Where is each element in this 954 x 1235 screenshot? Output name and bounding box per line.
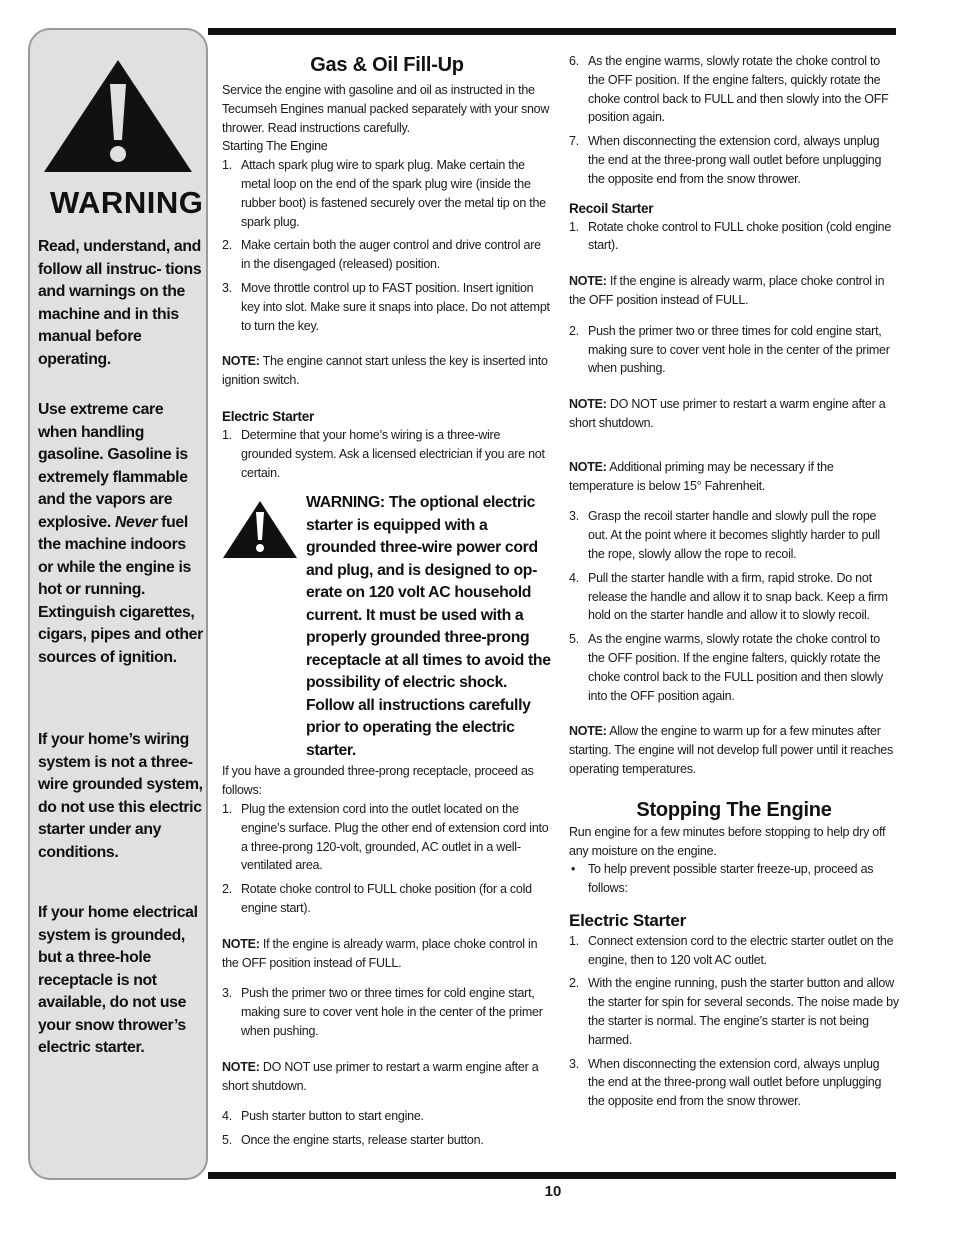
starting-steps-list: [222, 156, 552, 335]
step-text: As the engine warms, slowly rotate the choke control to the OFF position. If the engine falters, quickly rotate the choke control back to the FULL position and then slowly into the OFF position again.: [588, 632, 883, 703]
step-text: Connect extension cord to the electric starter outlet on the engine, then to 120 volt AC outlet.: [588, 933, 894, 967]
middle-column: [222, 52, 552, 1155]
list-item: [569, 569, 899, 625]
list-item: [569, 218, 899, 256]
note-primer: [222, 1058, 552, 1096]
note-text: If the engine is already warm, place choke control in the OFF position instead of FULL.: [222, 936, 538, 970]
list-item: [222, 236, 552, 274]
step-number: 3.: [569, 509, 579, 524]
list-item: [222, 984, 552, 1040]
note-text: If the engine is already warm, place choke control in the OFF position instead of FULL.: [569, 274, 885, 307]
primer-steps-list: [569, 322, 899, 378]
note-label: NOTE:: [222, 354, 260, 369]
note-temperature: [569, 458, 899, 496]
top-rule: [208, 28, 896, 35]
note-label: NOTE:: [569, 397, 607, 412]
step-number: 1.: [222, 158, 232, 173]
note-warm-up: [569, 722, 899, 778]
step-number: 3.: [569, 1056, 579, 1071]
note-key: [222, 352, 552, 390]
stopping-intro: Run engine for a few minutes before stopping to help dry off any moisture on the engine.: [569, 824, 886, 858]
warning-read-instructions: Read, understand, and follow all instruc- tions and warnings on the machine and in this manual before operating.: [38, 238, 202, 368]
step-text: Plug the extension cord into the outlet located on the engine’s surface. Plug the other end of extension cord into a three-prong 120-volt, grounded, AC outlet in a well-ventilated area.: [241, 801, 549, 873]
list-item: [222, 279, 552, 335]
note-primer: [569, 395, 899, 433]
list-item: [222, 1107, 552, 1126]
step-text: Once the engine starts, release starter button.: [241, 1133, 484, 1148]
note-label: NOTE:: [222, 936, 260, 951]
starting-engine-subheading: Starting The Engine: [222, 139, 328, 154]
step-number: 4.: [569, 570, 579, 585]
electric-steps-list: [222, 426, 552, 482]
recoil-starter-heading: Recoil Starter: [569, 200, 654, 216]
gas-oil-heading: Gas & Oil Fill-Up: [310, 54, 464, 76]
note-label: NOTE:: [569, 274, 607, 289]
note-label: NOTE:: [569, 459, 607, 474]
bottom-rule: [208, 1172, 896, 1179]
step-number: 7.: [569, 134, 579, 149]
list-item: [569, 132, 899, 188]
list-item: [569, 860, 899, 898]
stopping-engine-heading: Stopping The Engine: [636, 798, 832, 821]
step-number: 5.: [222, 1133, 232, 1148]
step-text: Attach spark plug wire to spark plug. Make certain the metal loop on the end of the spark plug wire (inside the rubber boot) is fastened securely over the metal tip on the spark plug.: [241, 158, 546, 229]
step-number: 2.: [569, 323, 579, 338]
list-item: [569, 932, 899, 970]
step-number: 2.: [569, 976, 579, 991]
list-item: [569, 630, 899, 705]
list-item: [569, 52, 899, 127]
step-number: 6.: [569, 54, 579, 68]
step-text: Push the primer two or three times for cold engine start, making sure to cover vent hole in the center of the primer when pushing.: [241, 986, 543, 1038]
step-text: Push the primer two or three times for cold engine start, making sure to cover vent hole in the center of the primer when pushing.: [588, 323, 890, 376]
warning-triangle-icon: [222, 500, 298, 560]
warning-gasoline: [38, 399, 204, 669]
step-number: 1.: [569, 219, 579, 234]
step-text: When disconnecting the extension cord, always unplug the end at the three-prong wall outlet before unplugging the opposite end from the snow thrower.: [588, 134, 882, 186]
warning-gasoline-a: Use extreme care when handling gasoline. Gasoline is extremely flammable and the vapors are explosive.: [38, 401, 188, 531]
step-number: 1.: [222, 427, 232, 442]
list-item: [569, 974, 899, 1049]
note-text: Allow the engine to warm up for a few minutes after starting. The engine will not develop full power until it reaches operating temperatures.: [569, 724, 893, 776]
list-item: [569, 1055, 899, 1111]
step-number: 3.: [222, 986, 232, 1001]
step-number: 5.: [569, 632, 579, 647]
note-choke: [569, 272, 899, 310]
warning-title: WARNING: [50, 185, 204, 220]
step-text: With the engine running, push the starter button and allow the starter for spin for several seconds. The noise made by the starter is normal. The engine’s starter is not being harmed.: [588, 976, 899, 1047]
proceed-text: If you have a grounded three-prong receptacle, proceed as follows:: [222, 764, 534, 798]
electric-starter-heading: Electric Starter: [569, 910, 686, 930]
step-number: 1.: [569, 933, 579, 948]
electric-starter-heading: Electric Starter: [222, 408, 315, 424]
electric-warning-text: WARNING: The optional electric starter is equipped with a grounded three-wire power cord and plug, and is designed to op- erate on 120 volt AC household current. It must be used with a properly grounded three-prong receptacle at all times to avoid the possibility of electric shock. Follow all instructions carefully prior to operating the electric starter.: [306, 494, 551, 759]
list-item: [222, 156, 552, 231]
step-text: Rotate choke control to FULL choke position (cold engine start).: [588, 219, 892, 253]
recoil-pull-steps-list: [569, 507, 899, 705]
list-item: [569, 322, 899, 378]
list-item: [222, 426, 552, 482]
page-number: 10: [544, 1183, 562, 1200]
stopping-bullet-list: [569, 860, 899, 898]
warning-gasoline-never: Never: [114, 513, 158, 531]
step-number: 4.: [222, 1109, 232, 1124]
list-item: [222, 800, 552, 875]
step-text: Make certain both the auger control and drive control are in the disengaged (released) position.: [241, 238, 541, 272]
note-label: NOTE:: [569, 724, 607, 739]
recoil-steps-list: [569, 218, 899, 256]
step-text: Move throttle control up to FAST position. Insert ignition key into slot. Make sure it snaps into place. Do not attempt to turn the key.: [241, 280, 550, 333]
extension-steps-list: [222, 800, 552, 918]
primer-steps-list: [222, 984, 552, 1040]
bullet-text: To help prevent possible starter freeze-up, proceed as follows:: [588, 862, 874, 896]
step-text: Rotate choke control to FULL choke position (for a cold engine start).: [241, 882, 532, 915]
step-text: Determine that your home’s wiring is a three-wire grounded system. Ask a licensed electrician if you are not certain.: [241, 427, 545, 480]
note-choke: [222, 935, 552, 973]
step-text: As the engine warms, slowly rotate the choke control to the OFF position. If the engine falters, quickly rotate the choke control back to FULL and then slowly into the OFF position again.: [588, 54, 889, 125]
bullet-mark: •: [571, 862, 576, 877]
list-item: [222, 880, 552, 918]
warm-steps-list: [569, 52, 899, 189]
stop-electric-steps-list: [569, 932, 899, 1111]
step-text: When disconnecting the extension cord, always unplug the end at the three-prong wall outlet before unplugging the opposite end from the snow thrower.: [588, 1056, 882, 1109]
warning-triangle-icon: [42, 58, 194, 176]
step-number: 2.: [222, 238, 232, 253]
step-number: 1.: [222, 801, 232, 816]
list-item: [222, 1131, 552, 1150]
list-item: [569, 507, 899, 563]
note-label: NOTE:: [222, 1059, 260, 1074]
step-number: 3.: [222, 280, 232, 295]
step-text: Pull the starter handle with a firm, rapid stroke. Do not release the handle and allow it to snap back. Keep a firm hold on the starter handle and allow it to slowly recoil.: [588, 570, 888, 623]
note-text: DO NOT use primer to restart a warm engine after a short shutdown.: [222, 1059, 539, 1093]
note-text: The engine cannot start unless the key is inserted into ignition switch.: [222, 354, 548, 388]
warning-wiring: If your home’s wiring system is not a three-wire grounded system, do not use this electric starter under any conditions.: [38, 731, 203, 861]
warning-sidebar: [28, 28, 208, 1180]
warning-gasoline-b: fuel the machine indoors or while the engine is hot or running. Extinguish cigarettes, cigars, pipes and other sources of ignition.: [38, 513, 203, 666]
electric-warning-box: [222, 492, 552, 762]
warning-receptacle: If your home electrical system is grounded, but a three-hole receptacle is not available, do not use your snow thrower’s electric starter.: [38, 904, 198, 1056]
gas-oil-intro: Service the engine with gasoline and oil as instructed in the Tecumseh Engines manual packed separately with your snow thrower. Read instructions carefully.: [222, 83, 550, 135]
note-text: DO NOT use primer to restart a warm engine after a short shutdown.: [569, 397, 886, 430]
start-steps-list: [222, 1107, 552, 1150]
step-number: 2.: [222, 882, 232, 897]
right-column: [569, 52, 899, 1116]
step-text: Push starter button to start engine.: [241, 1109, 424, 1124]
step-text: Grasp the recoil starter handle and slowly pull the rope out. At the point where it becomes slightly harder to pull the rope, slowly allow the rope to recoil.: [588, 509, 880, 561]
note-text: Additional priming may be necessary if the temperature is below 15° Fahrenheit.: [569, 459, 834, 493]
